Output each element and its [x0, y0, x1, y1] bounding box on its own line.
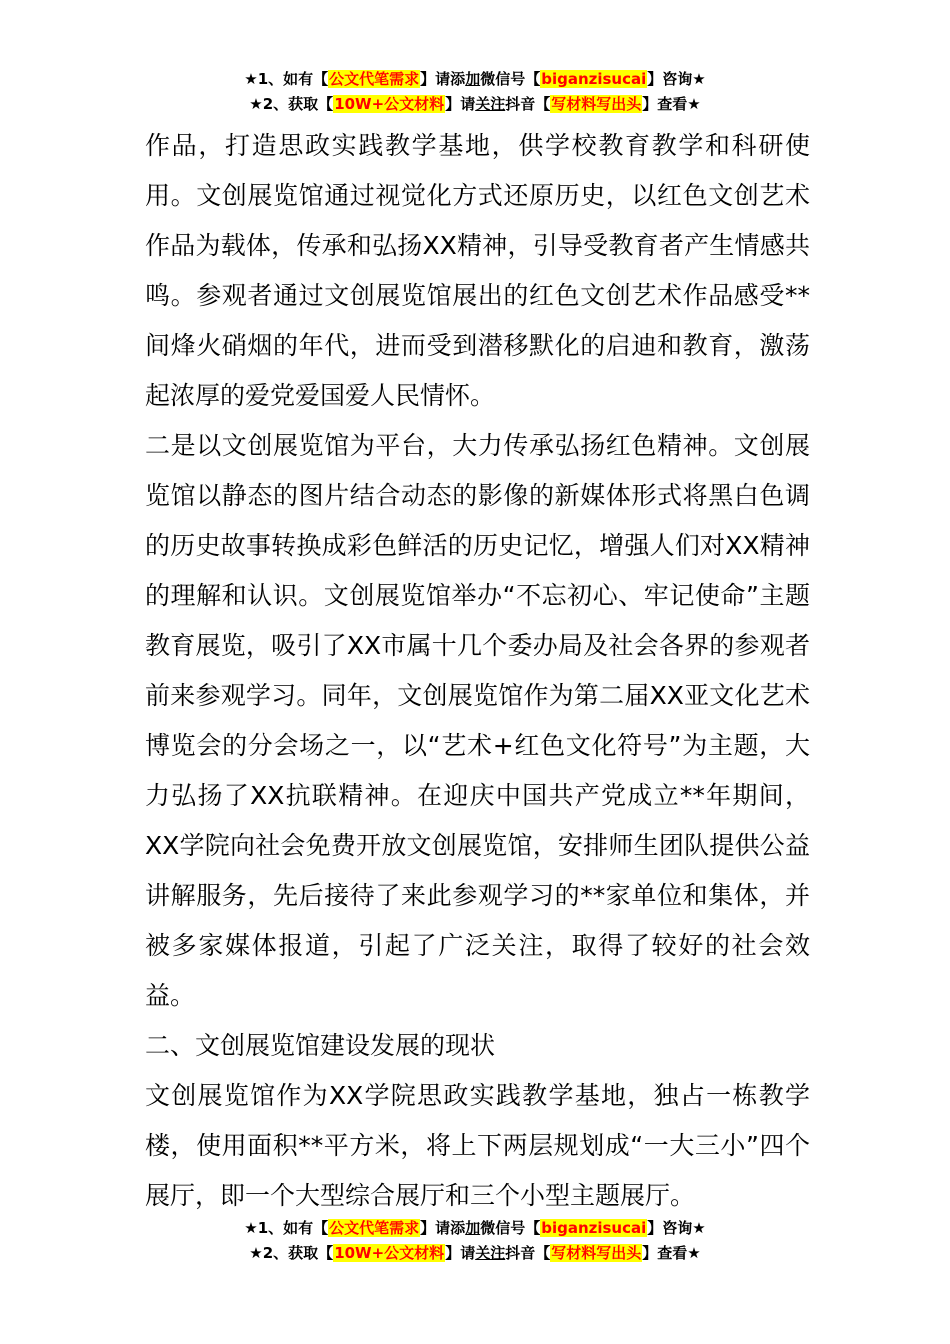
footer-banner-line-1: [0, 1216, 950, 1241]
section-heading-status: 二、文创展览馆建设发展的现状: [145, 1031, 496, 1060]
document-body: [145, 121, 810, 1221]
banner-line-1-mid: 】请添: [420, 70, 466, 88]
footer-line-2-mid: 】请: [445, 1244, 476, 1262]
banner-line-1-suffix: 】咨询★: [647, 70, 706, 88]
paragraph-platform-inheritance: 二是以文创展览馆为平台，大力传承弘扬红色精神。文创展览馆以静态的图片结合动态的影像的新媒体形式将黑白色调的历史故事转换成彩色鲜活的历史记忆，增强人们对XX精神的理解和认识。文创展览馆举办“不忘初心、牢记使命”主题教育展览，吸引了XX市属十几个委办局及社会各界的参观者前来参观学习。同年，文创展览馆作为第二届XX亚文化艺术博览会的分会场之一，以“艺术+红色文化符号”为主题，大力弘扬了XX抗联精神。在迎庆中国共产党成立**年期间，XX学院向社会免费开放文创展览馆，安排师生团队提供公益讲解服务，先后接待了来此参观学习的**家单位和集体，并被多家媒体报道，引起了广泛关注，取得了较好的社会效益。: [145, 431, 810, 1010]
footer-line-2-suffix: 】查看★: [642, 1244, 701, 1262]
paragraph-current-status: 文创展览馆作为XX学院思政实践教学基地，独占一栋教学楼，使用面积**平方米，将上下两层规划成“一大三小”四个展厅，即一个大型综合展厅和三个小型主题展厅。: [145, 1081, 810, 1210]
paragraph-exhibition-purpose: 作品，打造思政实践教学基地，供学校教育教学和科研使用。文创展览馆通过视觉化方式还原历史，以红色文创艺术作品为载体，传承和弘扬XX精神，引导受教育者产生情感共鸣。参观者通过文创展览馆展出的红色文创艺术作品感受**间烽火硝烟的年代，进而受到潜移默化的启迪和教育，激荡起浓厚的爱党爱国爱人民情怀。: [145, 131, 810, 410]
footer-line-2-underlined: 关注: [475, 1244, 506, 1262]
banner-line-2-prefix: ★2、获取【: [249, 95, 334, 113]
footer-line-1-suffix: 】咨询★: [647, 1219, 706, 1237]
banner-line-2-highlight-materials: 10W+公文材料: [334, 95, 445, 113]
footer-banner-line-2: [0, 1241, 950, 1266]
banner-line-2-highlight-douyin: 写材料写出头: [551, 95, 642, 113]
banner-line-2-mid: 】请: [445, 95, 476, 113]
footer-line-1-highlight-service: 公文代笔需求: [329, 1219, 420, 1237]
banner-line-1-prefix: ★1、如有【: [244, 70, 329, 88]
banner-line-1-underlined: 加: [465, 70, 481, 88]
footer-line-1-underlined: 加: [465, 1219, 481, 1237]
footer-line-2-highlight-douyin: 写材料写出头: [551, 1244, 642, 1262]
banner-line-2: [0, 92, 950, 117]
footer-banner: [0, 1216, 950, 1266]
banner-line-2-mid-2: 抖音【: [505, 95, 551, 113]
header-banner: [0, 67, 950, 117]
banner-line-1-highlight-service: 公文代笔需求: [329, 70, 420, 88]
banner-line-2-underlined: 关注: [475, 95, 506, 113]
footer-line-1-mid: 】请添: [420, 1219, 466, 1237]
footer-line-2-mid-2: 抖音【: [505, 1244, 551, 1262]
footer-line-1-prefix: ★1、如有【: [244, 1219, 329, 1237]
footer-line-2-highlight-materials: 10W+公文材料: [334, 1244, 445, 1262]
banner-line-1: [0, 67, 950, 92]
footer-line-1-highlight-wechat: biganzisucai: [541, 1219, 647, 1237]
banner-line-2-suffix: 】查看★: [642, 95, 701, 113]
footer-line-2-prefix: ★2、获取【: [249, 1244, 334, 1262]
banner-line-1-mid-2: 微信号【: [480, 70, 541, 88]
banner-line-1-highlight-wechat: biganzisucai: [541, 70, 647, 88]
footer-line-1-mid-2: 微信号【: [480, 1219, 541, 1237]
